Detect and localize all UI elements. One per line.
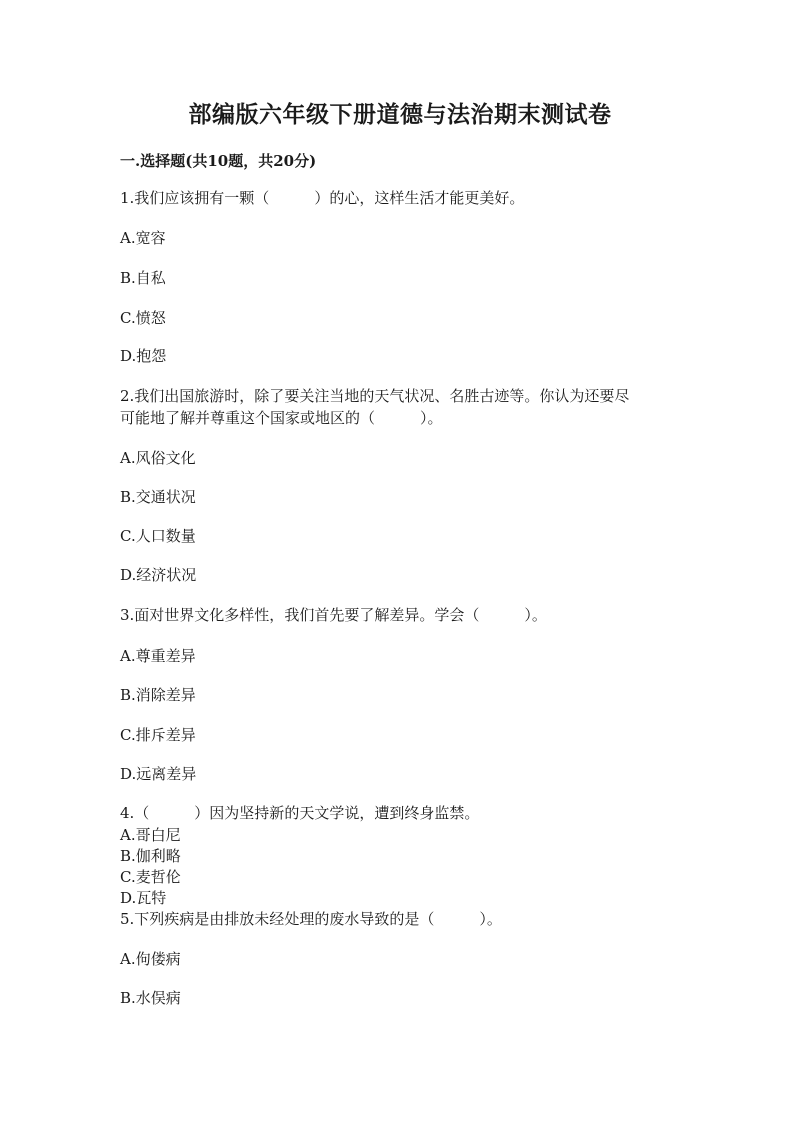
question-1-option-b: B.自私 [120,269,166,287]
question-2-option-a: A.风俗文化 [120,449,196,467]
question-4-option-c: C.麦哲伦 [120,868,181,886]
question-3-option-d: D.远离差异 [120,765,197,783]
question-4-option-d: D.瓦特 [120,889,167,907]
question-1-stem: 1.我们应该拥有一颗（ ）的心，这样生活才能更美好。 [120,189,525,207]
question-2-stem-line-2: 可能地了解并尊重这个国家或地区的（ ）。 [120,409,443,427]
question-1-option-a: A.宽容 [120,229,166,247]
question-3-stem: 3.面对世界文化多样性，我们首先要了解差异。学会（ ）。 [120,606,547,624]
question-4-option-b: B.伽利略 [120,847,181,865]
question-2-option-b: B.交通状况 [120,488,196,506]
question-2-option-d: D.经济状况 [120,566,197,584]
question-4-stem: 4.（ ）因为坚持新的天文学说，遭到终身监禁。 [120,804,480,822]
question-3-option-a: A.尊重差异 [120,647,196,665]
question-5-option-a: A.佝偻病 [120,950,181,968]
page-title: 部编版六年级下册道德与法治期末测试卷 [188,101,612,128]
section-heading: 一.选择题(共10题，共20分) [120,152,317,170]
question-5-stem: 5.下列疾病是由排放未经处理的废水导致的是（ ）。 [120,910,502,928]
question-5-option-b: B.水俣病 [120,989,181,1007]
question-3-option-b: B.消除差异 [120,686,196,704]
question-2-option-c: C.人口数量 [120,527,196,545]
question-2-stem-line-1: 2.我们出国旅游时，除了要关注当地的天气状况、名胜古迹等。你认为还要尽 [120,387,630,405]
question-1-option-d: D.抱怨 [120,347,167,365]
question-4-option-a: A.哥白尼 [120,826,181,844]
question-3-option-c: C.排斥差异 [120,726,196,744]
question-1-option-c: C.愤怒 [120,309,166,327]
